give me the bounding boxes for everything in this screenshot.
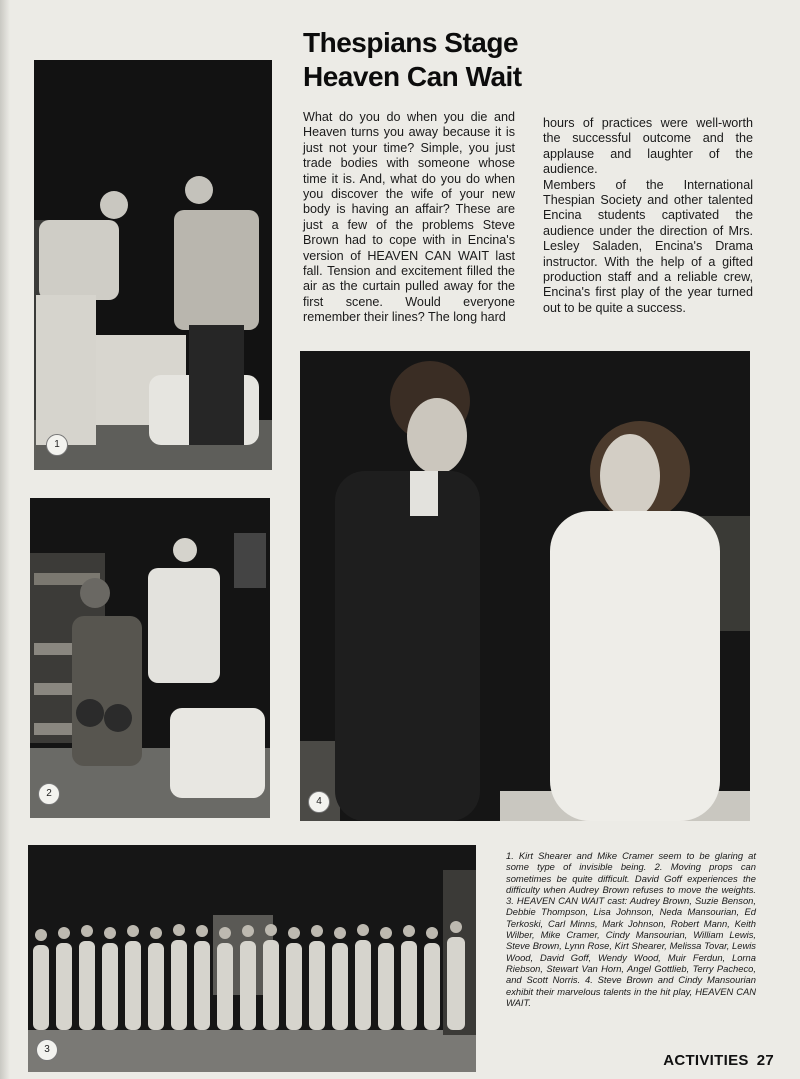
photo-3-scene bbox=[28, 845, 476, 1072]
headline-line-1: Thespians Stage bbox=[303, 27, 519, 58]
photo-2 bbox=[30, 498, 270, 818]
page-binding-edge bbox=[0, 0, 10, 1079]
page-footer bbox=[655, 1052, 774, 1069]
article-paragraph: hours of practices were well-worth the successful outcome and the applause and laughter of the audience. bbox=[543, 116, 753, 177]
photo-3 bbox=[28, 845, 476, 1072]
article-column-right bbox=[543, 116, 753, 316]
section-label: ACTIVITIES bbox=[663, 1052, 749, 1069]
photo-number-badge: 3 bbox=[36, 1039, 58, 1061]
photo-4-scene bbox=[300, 351, 750, 821]
photo-2-scene bbox=[30, 498, 270, 818]
photo-1 bbox=[34, 60, 272, 470]
photo-1-scene bbox=[34, 60, 272, 470]
page-number: 27 bbox=[756, 1052, 774, 1069]
headline-line-2: Heaven Can Wait bbox=[303, 61, 522, 92]
article-paragraph: Members of the International Thespian Society and other talented Encina students captivated the audience under the direction of Mrs. Lesley Saladen, Encina's Drama instructor. With the help of a gifted production staff and a reliable crew, Encina's first play of the year turned out to be quite a success. bbox=[543, 177, 753, 315]
photo-captions: 1. Kirt Shearer and Mike Cramer seem to be glaring at some type of invisible being. 2. Moving props can sometimes be quite difficult. David Goff experiences the difficulty when Audrey Brown refuses to move the weights. 3. HEAVEN CAN WAIT cast: Audrey Brown, Suzie Benson, Debbie Thompson, Lisa Johnson, Neda Mansourian, Ed Terkoski, Carl Minns, Mark Johnson, Robert Mann, Keith Wilber, Mike Cramer, Cindy Mansourian, William Lewis, Steve Brown, Lynn Rose, Kirt Shearer, Melissa Tovar, Lewis Wood, David Goff, Wendy Wood, Muir Ferdun, Lorna Riebson, Stewart Van Horn, Angel Gottlieb, Terry Pacheco, and Scott Norris. 4. Steve Brown and Cindy Mansourian exhibit their marvelous talents in the hit play, HEAVEN CAN WAIT. bbox=[506, 850, 756, 1008]
article-paragraph: What do you do when you die and Heaven turns you away because it is just not your time? Simple, you just trade bodies with someone whose time it is. And, what do you do when you discover the wife of your new body is having an affair? These are just a few of the problems Steve Brown had to cope with in Encina's version of HEAVEN CAN WAIT last fall. Tension and excitement filled the air as the curtain pulled away for the first scene. Would everyone remember their lines? The long hard bbox=[303, 110, 515, 325]
photo-number-badge: 4 bbox=[308, 791, 330, 813]
article-headline bbox=[303, 26, 603, 94]
photo-number-badge: 1 bbox=[46, 434, 68, 456]
photo-4 bbox=[300, 351, 750, 821]
article-column-left bbox=[303, 110, 515, 326]
photo-number-badge: 2 bbox=[38, 783, 60, 805]
